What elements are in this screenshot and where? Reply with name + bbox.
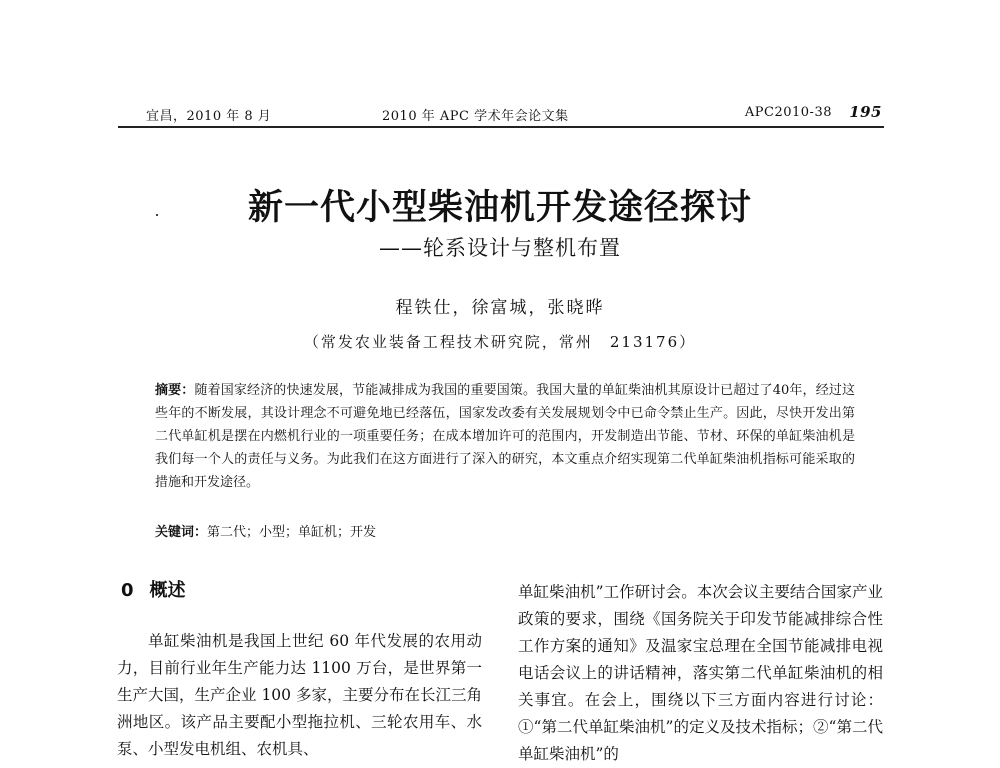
keywords-label: 关键词： — [155, 525, 208, 540]
body-paragraph: 单缸柴油机是我国上世纪 60 年代发展的农用动力，目前行业年生产能力达 1100 万台，是世界第一生产大国，生产企业 100 多家，主要分布在长江三角洲地区。该产品主要配小型拖拉机、三轮农用车、水泵、小型发电机组、农机具、 — [117, 632, 482, 758]
affiliation: （常发农业装备工程技术研究院，常州 213176） — [303, 333, 697, 351]
abstract — [155, 379, 855, 494]
abstract-text: 随着国家经济的快速发展，节能减排成为我国的重要国策。我国大量的单缸柴油机其原设计已超过了40年，经过这些年的不断发展，其设计理念不可避免地已经落伍，国家发改委有关发展规划令中已命令禁止生产。因此，尽快开发出第二代单缸机是摆在内燃机行业的一项重要任务；在成本增加许可的范围内，开发制造出节能、节材、环保的单缸柴油机是我们每一个人的责任与义务。为此我们在这方面进行了深入的研究，本文重点介绍实现第二代单缸柴油机指标可能采取的措施和开发途径。 — [155, 383, 855, 490]
running-header — [118, 103, 884, 125]
right-column — [518, 579, 883, 768]
keywords — [155, 521, 855, 544]
section-number: 0 — [121, 580, 134, 601]
author-list: 程铁仕，徐富城，张晓晔 — [395, 298, 605, 318]
header-date: 宜昌，2010 年 8 月 — [146, 109, 272, 124]
header-rule — [118, 126, 884, 128]
header-paper-id: APC2010-38 — [744, 105, 832, 120]
page-number: 195 — [849, 103, 882, 121]
body-paragraph-continued: 单缸柴油机”工作研讨会。本次会议主要结合国家产业政策的要求，围绕《国务院关于印发节能减排综合性工作方案的通知》及温家宝总理在全国节能减排电视电话会议上的讲话精神，落实第二代单缸柴油机的相关事宜。在会上，围绕以下三方面内容进行讨论：①“第二代单缸柴油机”的定义及技术指标；②“第二代单缸柴油机”的 — [518, 583, 883, 763]
header-proceedings: 2010 年 APC 学术年会论文集 — [382, 109, 569, 124]
paper-title: 新一代小型柴油机开发途径探讨 — [247, 188, 752, 228]
section-title: 概述 — [149, 580, 186, 601]
left-column — [117, 576, 482, 763]
keywords-text: 第二代；小型；单缸机；开发 — [207, 525, 377, 540]
paper-subtitle: ——轮系设计与整机布置 — [379, 236, 621, 260]
abstract-label: 摘要： — [155, 383, 195, 398]
section-heading — [121, 576, 482, 606]
